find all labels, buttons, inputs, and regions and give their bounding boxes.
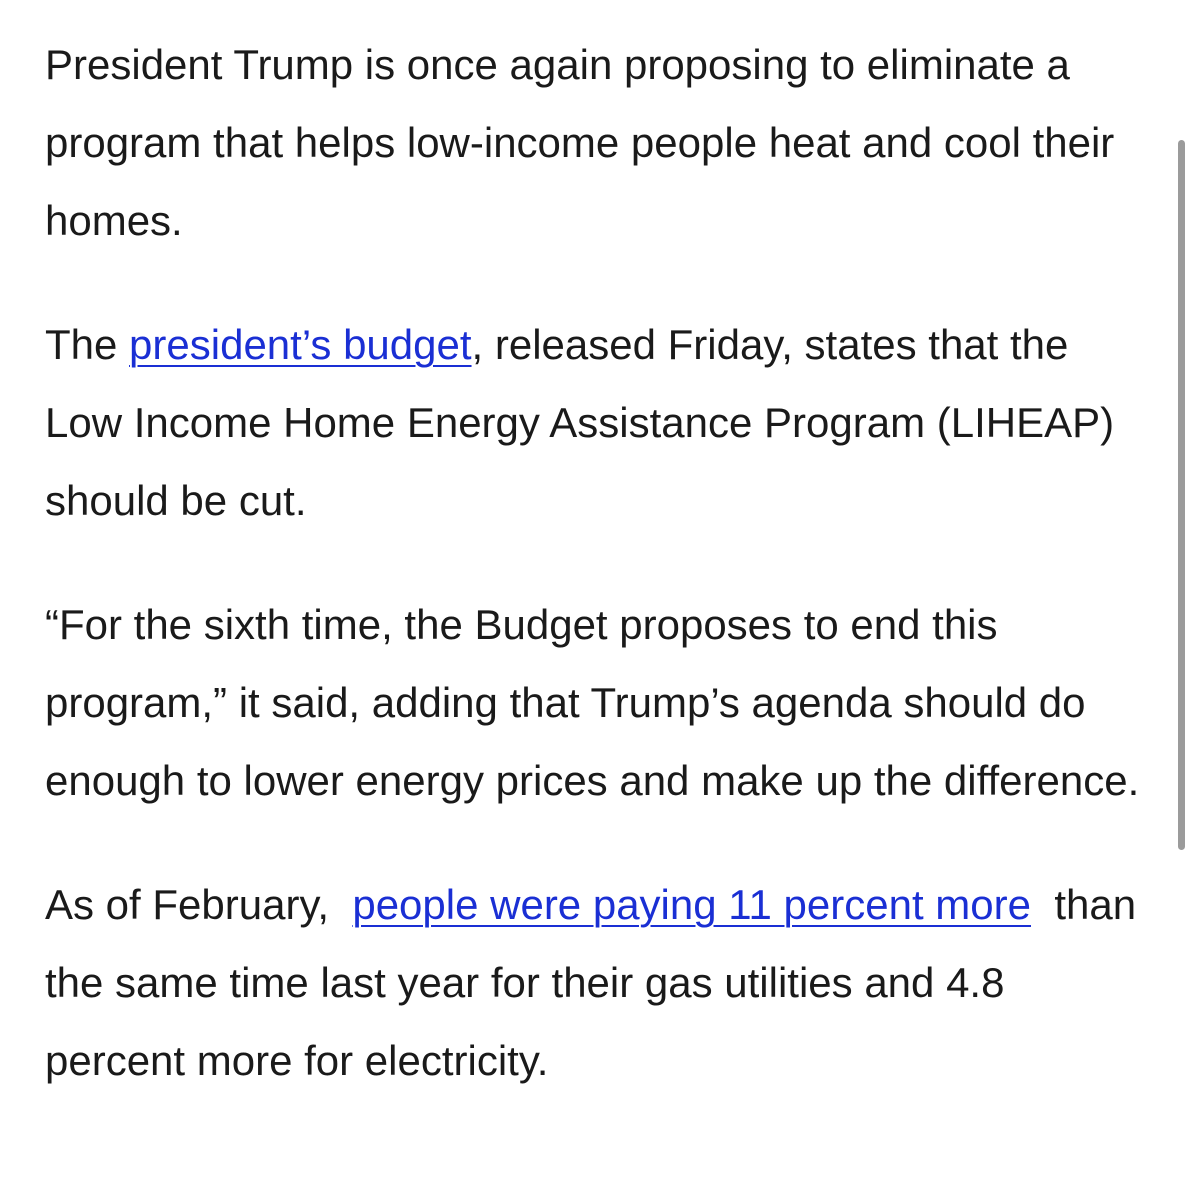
paragraph-1-text: President Trump is once again proposing to eliminate a program that helps low-income people heat and cool their homes. bbox=[45, 41, 1115, 244]
paragraph-1 bbox=[45, 26, 1155, 260]
paragraph-2-text-after: , released Friday, states that the Low Income Home Energy Assistance Program (LIHEAP) should be cut. bbox=[45, 321, 1115, 524]
gas-price-increase-link[interactable]: people were paying 11 percent more bbox=[352, 881, 1031, 928]
paragraph-4 bbox=[45, 866, 1155, 1100]
paragraph-3 bbox=[45, 586, 1155, 820]
presidents-budget-link[interactable]: president’s budget bbox=[129, 321, 472, 368]
article-body bbox=[45, 26, 1155, 1100]
vertical-scrollbar[interactable] bbox=[1178, 140, 1185, 850]
paragraph-2-text-before: The bbox=[45, 321, 130, 368]
paragraph-4-text-before: As of February, bbox=[45, 881, 353, 928]
paragraph-3-text: “For the sixth time, the Budget proposes to end this program,” it said, adding that Trump’s agenda should do enough to lower energy prices and make up the difference. bbox=[45, 601, 1140, 804]
paragraph-2 bbox=[45, 306, 1155, 540]
paragraph-4-text-after: than the same time last year for their gas utilities and 4.8 percent more for electricity. bbox=[45, 881, 1148, 1084]
